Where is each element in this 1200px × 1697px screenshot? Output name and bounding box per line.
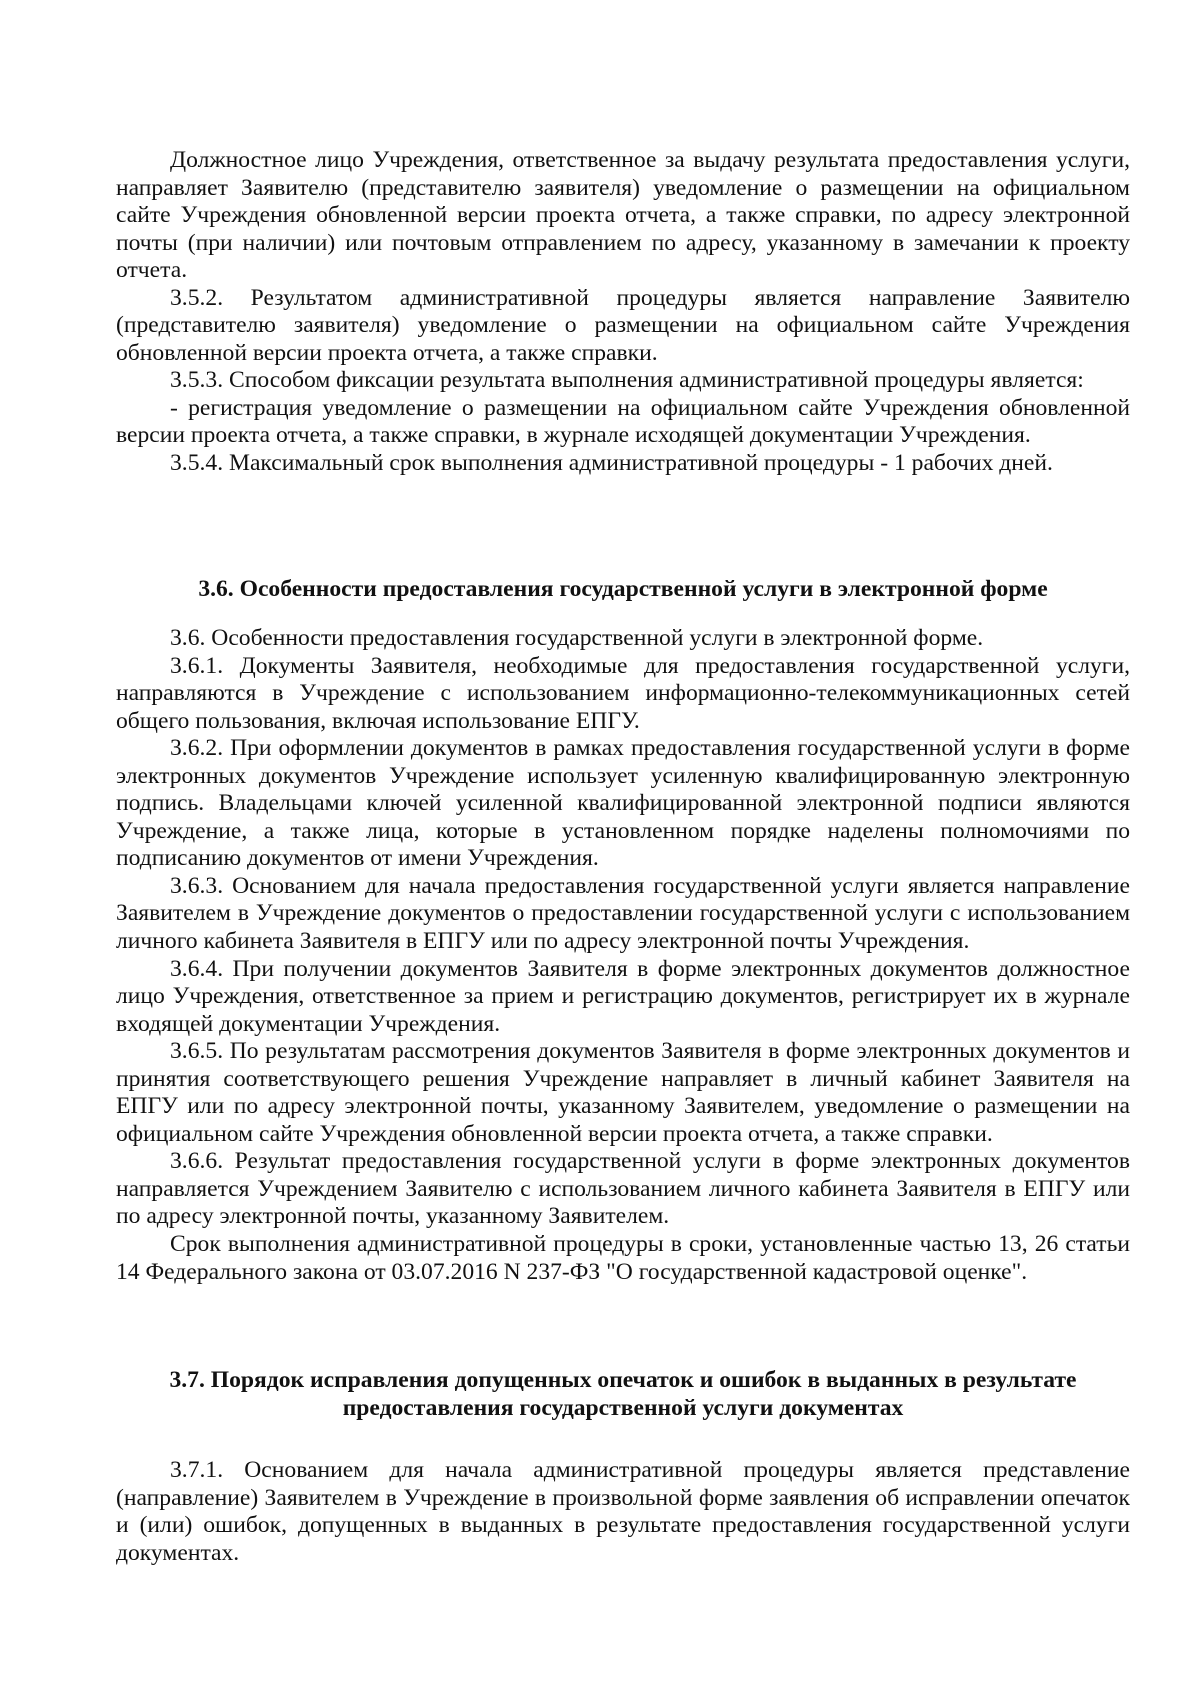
paragraph-3-5-2: 3.5.2. Результатом административной процедуры является направление Заявителю (представителю заявителя) уведомление о размещении на официальном сайте Учреждения обновленной версии проекта отчета, а также справки. xyxy=(116,284,1130,366)
section-heading-3-7-container xyxy=(116,1367,1130,1422)
paragraph-3-6: 3.6. Особенности предоставления государственной услуги в электронной форме. xyxy=(170,625,984,651)
paragraph-3-5-3-item: - регистрация уведомление о размещении на официальном сайте Учреждения обновленной версии проекта отчета, а также справки, в журнале исходящей документации Учреждения. xyxy=(116,394,1130,449)
section-heading-3-7-line-1: 3.7. Порядок исправления допущенных опечаток и ошибок в выданных в результате xyxy=(169,1367,1077,1393)
section-heading-3-6: 3.6. Особенности предоставления государственной услуги в электронной форме xyxy=(198,576,1048,602)
paragraph-3-5-3: 3.5.3. Способом фиксации результата выполнения административной процедуры является: xyxy=(170,367,1084,394)
paragraph-3-6-4: 3.6.4. При получении документов Заявителя в форме электронных документов должностное лицо Учреждения, ответственное за прием и регистрацию документов, регистрирует их в журнале входящей документации Учреждения. xyxy=(116,955,1130,1037)
paragraph-3-6-6: 3.6.6. Результат предоставления государственной услуги в форме электронных документов направляется Учреждением Заявителю с использованием личного кабинета Заявителя в ЕПГУ или по адресу электронной почты, указанному Заявителем. xyxy=(116,1148,1130,1230)
paragraph-3-6-1: 3.6.1. Документы Заявителя, необходимые для предоставления государственной услуги, направляются в Учреждение с использованием информационно-телекоммуникационных сетей общего пользования, включая использование ЕПГУ. xyxy=(116,652,1130,734)
paragraph-3-6-2: 3.6.2. При оформлении документов в рамках предоставления государственной услуги в форме электронных документов Учреждение использует усиленную квалифицированную электронную подпись. Владельцами ключей усиленной квалифицированной электронной подписи являются Учреждение, а также лица, которые в установленном порядке наделены полномочиями по подписанию документов от имени Учреждения. xyxy=(116,735,1130,872)
paragraph-3-6-3: 3.6.3. Основанием для начала предоставления государственной услуги является направление Заявителем в Учреждение документов о предоставлении государственной услуги с использованием личного кабинета Заявителя в ЕПГУ или по адресу электронной почты Учреждения. xyxy=(116,872,1130,955)
section-3-6-body xyxy=(116,625,1130,1286)
section-heading-3-7-line-2: предоставления государственной услуги документах xyxy=(342,1394,904,1421)
paragraph-3-6-5: 3.6.5. По результатам рассмотрения документов Заявителя в форме электронных документов и принятия соответствующего решения Учреждение направляет в личный кабинет Заявителя на ЕПГУ или по адресу электронной почты, указанному Заявителем, уведомление о размещении на официальном сайте Учреждения обновленной версии проекта отчета, а также справки. xyxy=(116,1038,1130,1147)
section-heading-3-6-container xyxy=(116,576,1130,604)
paragraph-3-5-4: 3.5.4. Максимальный срок выполнения административной процедуры - 1 рабочих дней. xyxy=(170,450,1053,477)
paragraph-deadline: Срок выполнения административной процедуры в сроки, установленные частью 13, 26 статьи 14 Федерального закона от 03.07.2016 N 237-ФЗ "О государственной кадастровой оценке". xyxy=(116,1231,1130,1285)
paragraph-notification-duty: Должностное лицо Учреждения, ответственное за выдачу результата предоставления услуги, направляет Заявителю (представителю заявителя) уведомление о размещении на официальном сайте Учреждения обновленной версии проекта отчета, а также справки, по адресу электронной почты (при наличии) или почтовым отправлением по адресу, указанному в замечании к проекту отчета. xyxy=(116,147,1130,284)
paragraph-3-7-1: 3.7.1. Основанием для начала административной процедуры является представление (направление) Заявителем в Учреждение в произвольной форме заявления об исправлении опечаток и (или) ошибок, допущенных в выданных в результате предоставления государственной услуги документах. xyxy=(116,1457,1130,1566)
section-3-7-body xyxy=(116,1457,1130,1567)
section-3-5-continuation xyxy=(116,147,1130,478)
